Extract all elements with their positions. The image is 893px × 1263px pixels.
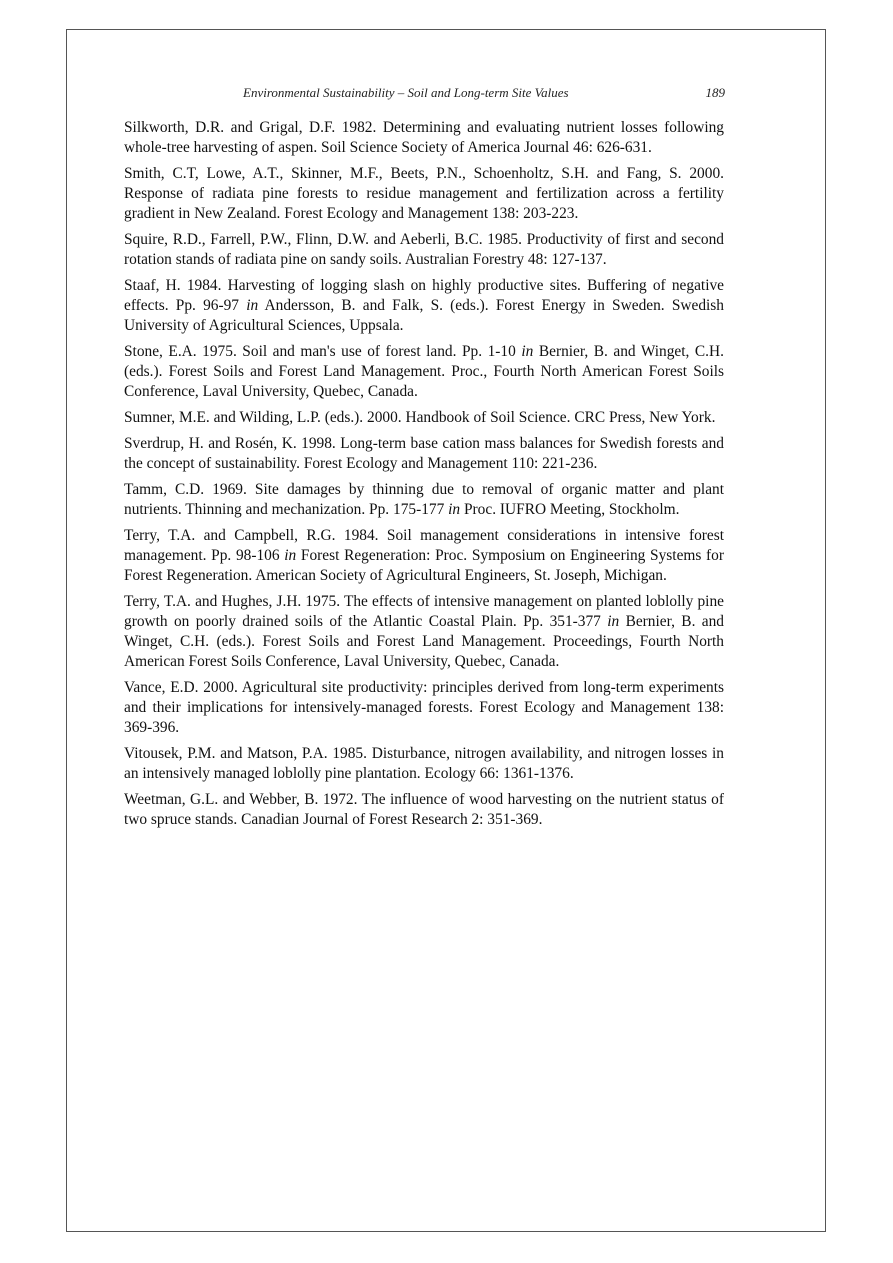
reference-entry: Weetman, G.L. and Webber, B. 1972. The influence of wood harvesting on the nutrient status of two spruce stands. Canadian Journal of Forest Research 2: 351-369. xyxy=(124,791,724,828)
reference-entry: Sumner, M.E. and Wilding, L.P. (eds.). 2000. Handbook of Soil Science. CRC Press, New York. xyxy=(124,409,716,426)
reference-entry: Smith, C.T, Lowe, A.T., Skinner, M.F., Beets, P.N., Schoenholtz, S.H. and Fang, S. 2000. Response of radiata pine forests to residue management and fertilization across a fertility gradient in New Zealand. Forest Ecology and Management 138: 203-223. xyxy=(124,165,724,222)
page-number: 189 xyxy=(705,85,725,100)
reference-entry: Stone, E.A. 1975. Soil and man's use of forest land. Pp. 1-10 in Bernier, B. and Winget, C.H. (eds.). Forest Soils and Forest Land Management. Proc., Fourth North American Forest Soils Conference, Laval University, Quebec, Canada. xyxy=(124,343,724,400)
reference-entry: Silkworth, D.R. and Grigal, D.F. 1982. Determining and evaluating nutrient losses following whole-tree harvesting of aspen. Soil Science Society of America Journal 46: 626-631. xyxy=(124,119,724,156)
reference-entry: Terry, T.A. and Hughes, J.H. 1975. The effects of intensive management on planted loblolly pine growth on poorly drained soils of the Atlantic Coastal Plain. Pp. 351-377 in Bernier, B. and Winget, C.H. (eds.). Forest Soils and Forest Land Management. Proceedings, Fourth North American Forest Soils Conference, Laval University, Quebec, Canada. xyxy=(124,593,725,670)
reference-entry: Sverdrup, H. and Rosén, K. 1998. Long-term base cation mass balances for Swedish forests and the concept of sustainability. Forest Ecology and Management 110: 221-236. xyxy=(124,435,724,472)
reference-entry: Terry, T.A. and Campbell, R.G. 1984. Soil management considerations in intensive forest management. Pp. 98-106 in Forest Regeneration: Proc. Symposium on Engineering Systems for Forest Regeneration. American Society of Agricultural Engineers, St. Joseph, Michigan. xyxy=(124,527,724,584)
reference-entry: Vitousek, P.M. and Matson, P.A. 1985. Disturbance, nitrogen availability, and nitrogen losses in an intensively managed loblolly pine plantation. Ecology 66: 1361-1376. xyxy=(124,745,724,782)
reference-entry: Squire, R.D., Farrell, P.W., Flinn, D.W. and Aeberli, B.C. 1985. Productivity of first and second rotation stands of radiata pine on sandy soils. Australian Forestry 48: 127-137. xyxy=(124,231,724,268)
running-title: Environmental Sustainability – Soil and Long-term Site Values xyxy=(243,85,569,100)
reference-entry: Staaf, H. 1984. Harvesting of logging slash on highly productive sites. Buffering of negative effects. Pp. 96-97 in Andersson, B. and Falk, S. (eds.). Forest Energy in Sweden. Swedish University of Agricultural Sciences, Uppsala. xyxy=(124,277,724,334)
document-page xyxy=(66,29,826,1232)
reference-list xyxy=(124,118,724,836)
reference-entry: Vance, E.D. 2000. Agricultural site productivity: principles derived from long-term experiments and their implications for intensively-managed forests. Forest Ecology and Management 138: 369-396. xyxy=(124,679,724,736)
reference-entry: Tamm, C.D. 1969. Site damages by thinning due to removal of organic matter and plant nutrients. Thinning and mechanization. Pp. 175-177 in Proc. IUFRO Meeting, Stockholm. xyxy=(124,481,724,518)
